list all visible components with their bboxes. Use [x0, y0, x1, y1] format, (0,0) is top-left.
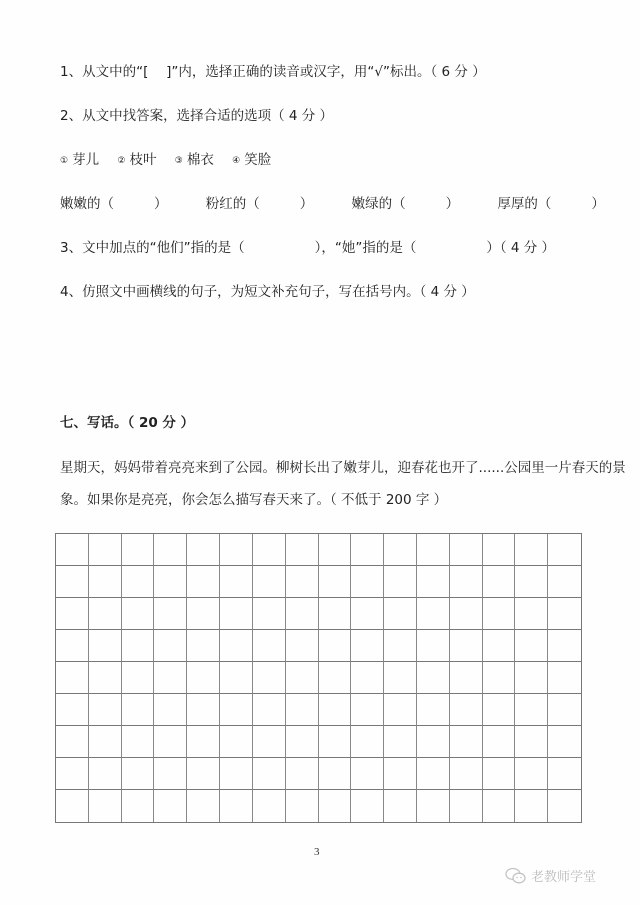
grid-cell[interactable]: [351, 726, 384, 758]
grid-cell[interactable]: [122, 630, 155, 662]
grid-cell[interactable]: [515, 662, 548, 694]
grid-cell[interactable]: [154, 790, 187, 822]
options-list: [60, 151, 285, 170]
option-number: ①: [60, 156, 69, 166]
grid-cell[interactable]: [483, 598, 516, 630]
question-4: 4、仿照文中画横线的句子，为短文补充句子，写在括号内。（ 4 分 ）: [60, 284, 475, 300]
grid-cell[interactable]: [56, 534, 89, 566]
grid-cell[interactable]: [286, 758, 319, 790]
grid-cell[interactable]: [89, 534, 122, 566]
grid-cell[interactable]: [417, 726, 450, 758]
grid-cell[interactable]: [122, 598, 155, 630]
grid-cell[interactable]: [417, 566, 450, 598]
grid-cell[interactable]: [319, 790, 352, 822]
grid-cell[interactable]: [89, 630, 122, 662]
grid-cell[interactable]: [253, 694, 286, 726]
grid-cell[interactable]: [154, 758, 187, 790]
grid-cell[interactable]: [253, 566, 286, 598]
grid-cell[interactable]: [220, 726, 253, 758]
writing-grid[interactable]: [55, 533, 582, 823]
grid-cell[interactable]: [515, 534, 548, 566]
grid-cell[interactable]: [154, 726, 187, 758]
grid-cell[interactable]: [187, 694, 220, 726]
grid-cell[interactable]: [515, 598, 548, 630]
grid-cell[interactable]: [384, 726, 417, 758]
grid-cell[interactable]: [450, 662, 483, 694]
grid-cell[interactable]: [319, 598, 352, 630]
grid-cell[interactable]: [56, 598, 89, 630]
grid-cell[interactable]: [154, 598, 187, 630]
grid-cell[interactable]: [286, 662, 319, 694]
grid-cell[interactable]: [220, 694, 253, 726]
grid-cell[interactable]: [450, 566, 483, 598]
grid-cell[interactable]: [450, 758, 483, 790]
grid-cell[interactable]: [187, 758, 220, 790]
grid-cell[interactable]: [56, 726, 89, 758]
grid-cell[interactable]: [286, 726, 319, 758]
wechat-icon: [505, 867, 527, 885]
grid-cell[interactable]: [483, 534, 516, 566]
prompt-line-2: 象。如果你是亮亮，你会怎么描写春天来了。（ 不低于 200 字 ）: [60, 492, 448, 508]
grid-cell[interactable]: [89, 758, 122, 790]
grid-cell[interactable]: [384, 662, 417, 694]
grid-cell[interactable]: [351, 790, 384, 822]
grid-cell[interactable]: [450, 726, 483, 758]
grid-cell[interactable]: [56, 566, 89, 598]
blank-label: 嫩嫩的（: [60, 196, 114, 212]
grid-cell[interactable]: [515, 726, 548, 758]
grid-cell[interactable]: [253, 790, 286, 822]
grid-cell[interactable]: [450, 694, 483, 726]
grid-cell[interactable]: [286, 534, 319, 566]
grid-cell[interactable]: [417, 534, 450, 566]
question-1: 1、从文中的“[ ]”内，选择正确的读音或汉字，用“√”标出。（ 6 分 ）: [60, 64, 486, 80]
question-3: [60, 239, 555, 257]
grid-cell[interactable]: [253, 598, 286, 630]
grid-cell[interactable]: [384, 758, 417, 790]
grid-cell[interactable]: [253, 662, 286, 694]
grid-cell[interactable]: [351, 598, 384, 630]
section-title: 七、写话。（ 20 分 ）: [60, 415, 195, 431]
grid-cell[interactable]: [384, 694, 417, 726]
q3-text-a: 3、文中加点的“他们”指的是（: [60, 240, 245, 256]
grid-cell[interactable]: [122, 758, 155, 790]
grid-cell[interactable]: [122, 694, 155, 726]
option-number: ③: [174, 156, 183, 166]
grid-cell[interactable]: [319, 726, 352, 758]
grid-cell[interactable]: [220, 566, 253, 598]
fill-blank[interactable]: [497, 195, 605, 213]
grid-cell[interactable]: [286, 630, 319, 662]
grid-cell[interactable]: [56, 630, 89, 662]
grid-cell[interactable]: [548, 598, 581, 630]
grid-cell[interactable]: [56, 790, 89, 822]
grid-cell[interactable]: [351, 694, 384, 726]
grid-cell[interactable]: [548, 662, 581, 694]
watermark: [505, 866, 596, 885]
grid-cell[interactable]: [253, 630, 286, 662]
watermark-text: 老教师学堂: [531, 870, 597, 885]
option-item: [175, 151, 214, 170]
grid-cell[interactable]: [351, 662, 384, 694]
blank-close: ）: [445, 196, 460, 212]
grid-cell[interactable]: [220, 758, 253, 790]
grid-cell[interactable]: [548, 726, 581, 758]
grid-cell[interactable]: [122, 566, 155, 598]
grid-cell[interactable]: [548, 630, 581, 662]
grid-cell[interactable]: [417, 662, 450, 694]
q3-text-b: ），“她”指的是（: [314, 240, 417, 256]
grid-cell[interactable]: [515, 758, 548, 790]
blank-label: 厚厚的（: [497, 196, 552, 212]
grid-cell[interactable]: [286, 694, 319, 726]
grid-cell[interactable]: [483, 566, 516, 598]
grid-cell[interactable]: [56, 758, 89, 790]
grid-cell[interactable]: [154, 534, 187, 566]
grid-cell[interactable]: [89, 694, 122, 726]
page-number: 3: [314, 846, 320, 858]
option-item: [232, 151, 271, 170]
grid-cell[interactable]: [417, 758, 450, 790]
fill-blank[interactable]: [206, 195, 314, 213]
grid-cell[interactable]: [483, 726, 516, 758]
grid-cell[interactable]: [187, 566, 220, 598]
option-label: 笑脸: [244, 152, 272, 168]
q3-text-c: ）（ 4 分 ）: [486, 240, 556, 256]
fill-blanks-row: [60, 195, 639, 213]
blank-label: 粉红的（: [205, 196, 260, 212]
grid-cell[interactable]: [187, 598, 220, 630]
grid-cell[interactable]: [286, 790, 319, 822]
blank-close: ）: [154, 196, 168, 212]
grid-cell[interactable]: [187, 534, 220, 566]
grid-cell[interactable]: [450, 790, 483, 822]
grid-cell[interactable]: [384, 598, 417, 630]
grid-cell[interactable]: [450, 630, 483, 662]
grid-cell[interactable]: [154, 566, 187, 598]
grid-cell[interactable]: [122, 790, 155, 822]
grid-cell[interactable]: [483, 630, 516, 662]
grid-cell[interactable]: [154, 662, 187, 694]
grid-cell[interactable]: [154, 694, 187, 726]
grid-cell[interactable]: [384, 630, 417, 662]
grid-cell[interactable]: [286, 566, 319, 598]
grid-cell[interactable]: [417, 598, 450, 630]
option-number: ④: [232, 156, 241, 166]
grid-cell[interactable]: [483, 662, 516, 694]
grid-cell[interactable]: [253, 758, 286, 790]
grid-cell[interactable]: [89, 726, 122, 758]
grid-cell[interactable]: [319, 662, 352, 694]
grid-cell[interactable]: [319, 534, 352, 566]
option-item: [60, 151, 99, 170]
grid-cell[interactable]: [187, 630, 220, 662]
grid-cell[interactable]: [56, 694, 89, 726]
grid-cell[interactable]: [187, 726, 220, 758]
grid-cell[interactable]: [220, 790, 253, 822]
grid-cell[interactable]: [351, 566, 384, 598]
grid-cell[interactable]: [89, 566, 122, 598]
grid-cell[interactable]: [89, 662, 122, 694]
grid-cell[interactable]: [220, 598, 253, 630]
grid-cell[interactable]: [122, 534, 155, 566]
fill-blank[interactable]: [60, 195, 168, 213]
grid-cell[interactable]: [351, 630, 384, 662]
grid-cell[interactable]: [548, 790, 581, 822]
grid-cell[interactable]: [253, 534, 286, 566]
grid-cell[interactable]: [548, 566, 581, 598]
grid-cell[interactable]: [515, 566, 548, 598]
option-item: [117, 151, 156, 170]
grid-cell[interactable]: [417, 630, 450, 662]
grid-cell[interactable]: [515, 694, 548, 726]
question-2: 2、从文中找答案，选择合适的选项（ 4 分 ）: [60, 108, 334, 124]
grid-cell[interactable]: [417, 694, 450, 726]
option-label: 棉衣: [186, 152, 214, 168]
blank-label: 嫩绿的（: [351, 196, 406, 212]
grid-cell[interactable]: [220, 662, 253, 694]
prompt-line-1: 星期天，妈妈带着亮亮来到了公园。柳树长出了嫩芽儿，迎春花也开了......公园里一片春天的景: [60, 460, 626, 476]
grid-cell[interactable]: [384, 534, 417, 566]
option-label: 枝叶: [129, 152, 157, 168]
grid-cell[interactable]: [319, 630, 352, 662]
grid-cell[interactable]: [122, 662, 155, 694]
blank-close: ）: [591, 196, 605, 212]
grid-cell[interactable]: [187, 790, 220, 822]
blank-close: ）: [299, 196, 314, 212]
grid-cell[interactable]: [319, 694, 352, 726]
grid-cell[interactable]: [351, 534, 384, 566]
grid-cell[interactable]: [220, 534, 253, 566]
fill-blank[interactable]: [352, 195, 460, 213]
grid-cell[interactable]: [515, 790, 548, 822]
grid-cell[interactable]: [548, 694, 581, 726]
grid-cell[interactable]: [154, 630, 187, 662]
grid-cell[interactable]: [253, 726, 286, 758]
grid-cell[interactable]: [89, 790, 122, 822]
grid-cell[interactable]: [384, 566, 417, 598]
grid-cell[interactable]: [220, 630, 253, 662]
option-number: ②: [117, 156, 126, 166]
grid-cell[interactable]: [548, 534, 581, 566]
grid-cell[interactable]: [548, 758, 581, 790]
grid-cell[interactable]: [384, 790, 417, 822]
grid-cell[interactable]: [483, 790, 516, 822]
grid-cell[interactable]: [56, 662, 89, 694]
grid-cell[interactable]: [319, 758, 352, 790]
grid-cell[interactable]: [319, 566, 352, 598]
grid-cell[interactable]: [417, 790, 450, 822]
grid-cell[interactable]: [483, 694, 516, 726]
grid-cell[interactable]: [122, 726, 155, 758]
grid-cell[interactable]: [187, 662, 220, 694]
grid-cell[interactable]: [351, 758, 384, 790]
grid-cell[interactable]: [89, 598, 122, 630]
grid-cell[interactable]: [450, 598, 483, 630]
grid-cell[interactable]: [286, 598, 319, 630]
grid-cell[interactable]: [450, 534, 483, 566]
option-label: 芽儿: [72, 152, 100, 168]
grid-cell[interactable]: [515, 630, 548, 662]
grid-cell[interactable]: [483, 758, 516, 790]
